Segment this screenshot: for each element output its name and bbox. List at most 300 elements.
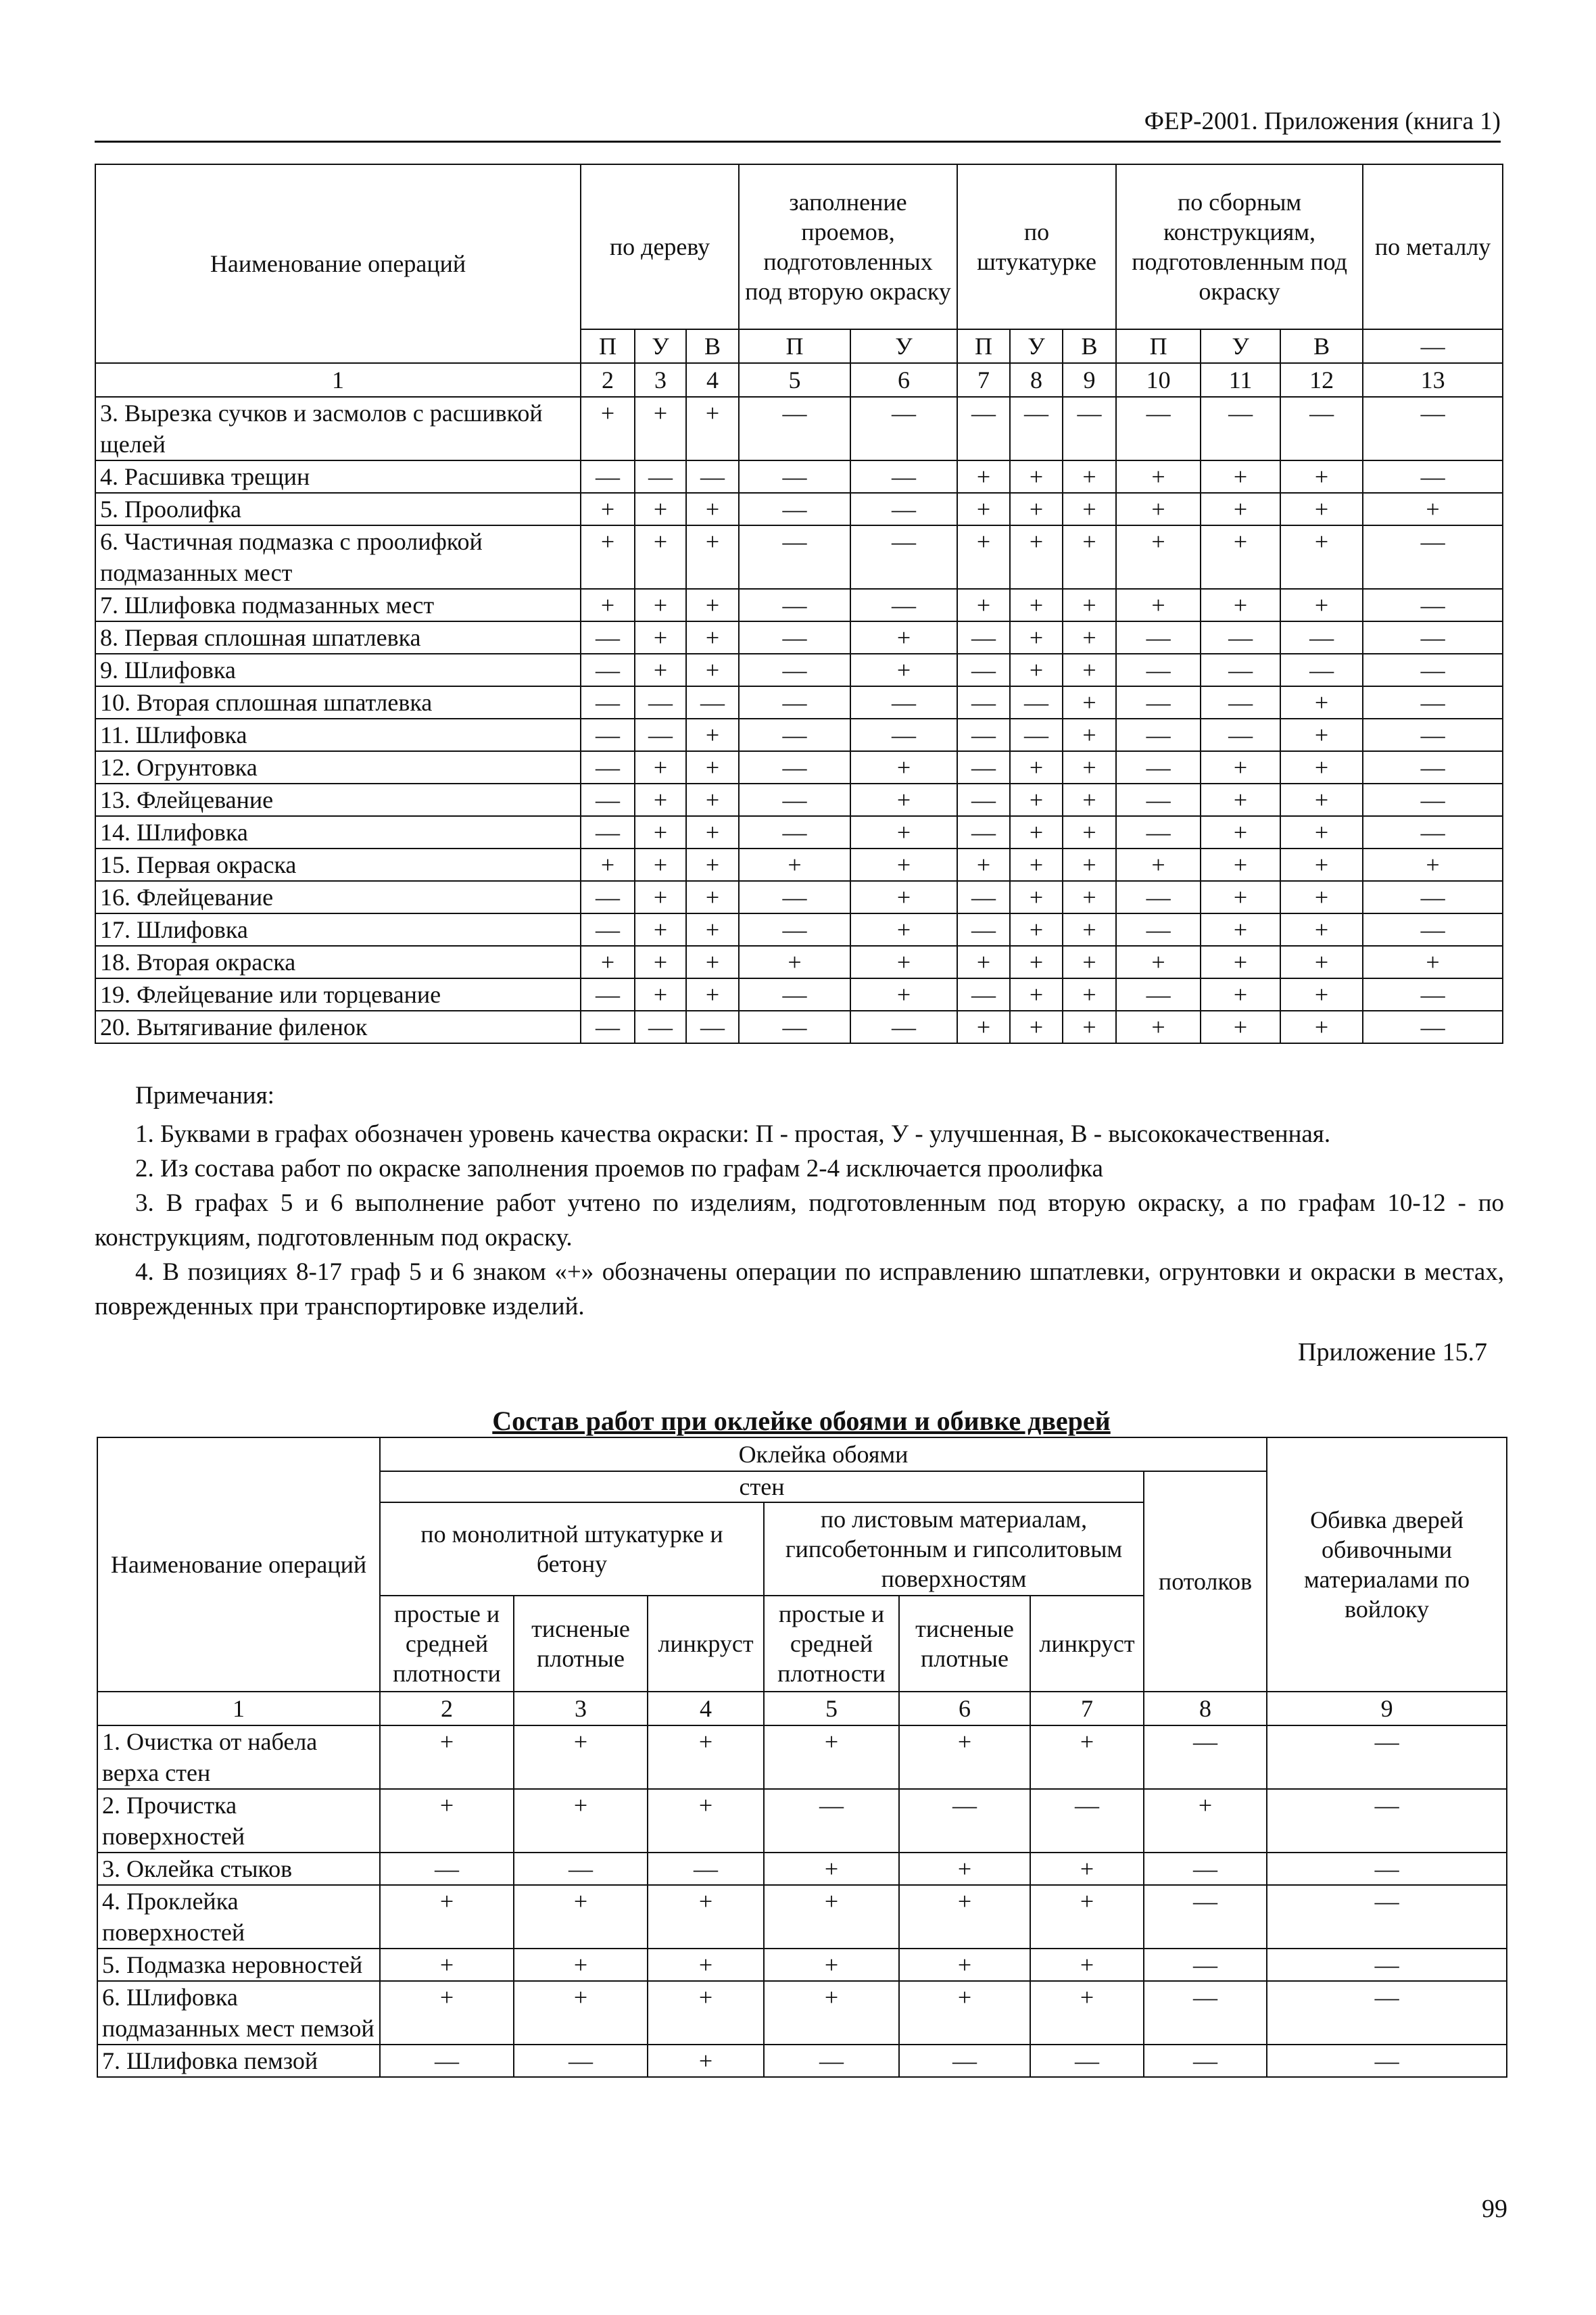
wallpaper-operations-table xyxy=(97,1437,1507,2078)
sub-header: У xyxy=(635,329,686,363)
mark-cell: + xyxy=(1063,493,1116,525)
mark-cell: + xyxy=(1201,816,1280,849)
sub-header: П xyxy=(957,329,1010,363)
table-row xyxy=(95,913,1503,946)
column-number: 9 xyxy=(1063,363,1116,397)
table-row xyxy=(95,816,1503,849)
mark-cell: + xyxy=(635,784,686,816)
operation-name: 7. Шлифовка пемзой xyxy=(97,2045,380,2077)
mark-cell: — xyxy=(635,719,686,751)
mark-cell: + xyxy=(1280,816,1363,849)
operation-name: 4. Проклейка поверхностей xyxy=(97,1885,380,1949)
mark-cell: + xyxy=(1010,493,1063,525)
mark-cell: + xyxy=(514,1949,648,1981)
mark-cell: + xyxy=(1280,719,1363,751)
t2-col-header-operations: Наименование операций xyxy=(97,1437,380,1692)
mark-cell: + xyxy=(1010,751,1063,784)
mark-cell: + xyxy=(899,1949,1030,1981)
mark-cell: + xyxy=(648,1789,764,1853)
mark-cell: + xyxy=(850,784,957,816)
mark-cell: + xyxy=(1363,946,1503,978)
mark-cell: + xyxy=(1116,460,1201,493)
mark-cell: — xyxy=(514,2045,648,2077)
mark-cell: — xyxy=(1201,621,1280,654)
mark-cell: — xyxy=(1144,1725,1267,1789)
mark-cell: — xyxy=(957,751,1010,784)
mark-cell: + xyxy=(1010,849,1063,881)
operation-name: 18. Вторая окраска xyxy=(95,946,581,978)
mark-cell: + xyxy=(1144,1789,1267,1853)
sub-header: У xyxy=(1010,329,1063,363)
mark-cell: — xyxy=(739,1011,850,1043)
note-item: 2. Из состава работ по окраске заполнения проемов по графам 2-4 исключается проолифка xyxy=(135,1155,1103,1183)
sub-header: В xyxy=(686,329,739,363)
mark-cell: + xyxy=(957,493,1010,525)
mark-cell: + xyxy=(686,525,739,589)
mark-cell: — xyxy=(581,621,635,654)
table-row xyxy=(95,784,1503,816)
mark-cell: + xyxy=(648,1885,764,1949)
operation-name: 3. Оклейка стыков xyxy=(97,1853,380,1885)
mark-cell: + xyxy=(1030,1725,1144,1789)
column-number: 11 xyxy=(1201,363,1280,397)
mark-cell: + xyxy=(1010,816,1063,849)
mark-cell: + xyxy=(1010,654,1063,686)
table-row xyxy=(95,881,1503,913)
page-number: 99 xyxy=(1482,2195,1507,2223)
mark-cell: + xyxy=(1063,784,1116,816)
mark-cell: + xyxy=(686,719,739,751)
mark-cell: — xyxy=(1116,654,1201,686)
mark-cell: + xyxy=(1063,849,1116,881)
header-rule xyxy=(95,141,1501,143)
mark-cell: — xyxy=(850,719,957,751)
mark-cell: + xyxy=(581,397,635,460)
column-number: 1 xyxy=(97,1692,380,1725)
operation-name: 15. Первая окраска xyxy=(95,849,581,881)
mark-cell: — xyxy=(739,913,850,946)
mark-cell: — xyxy=(1267,1853,1507,1885)
operation-name: 14. Шлифовка xyxy=(95,816,581,849)
sub-header: В xyxy=(1280,329,1363,363)
mark-cell: + xyxy=(1063,946,1116,978)
mark-cell: — xyxy=(1363,913,1503,946)
mark-cell: — xyxy=(1010,397,1063,460)
mark-cell: + xyxy=(899,1853,1030,1885)
operation-name: 5. Проолифка xyxy=(95,493,581,525)
mark-cell: — xyxy=(957,816,1010,849)
column-number: 7 xyxy=(1030,1692,1144,1725)
mark-cell: — xyxy=(635,460,686,493)
mark-cell: — xyxy=(850,460,957,493)
mark-cell: — xyxy=(1363,525,1503,589)
mark-cell: + xyxy=(1030,1949,1144,1981)
mark-cell: — xyxy=(1267,1949,1507,1981)
mark-cell: — xyxy=(1116,751,1201,784)
mark-cell: — xyxy=(739,397,850,460)
mark-cell: + xyxy=(1030,1981,1144,2045)
mark-cell: + xyxy=(850,881,957,913)
mark-cell: + xyxy=(635,751,686,784)
mark-cell: + xyxy=(1201,946,1280,978)
mark-cell: — xyxy=(581,686,635,719)
mark-cell: + xyxy=(1010,589,1063,621)
t2-header-ceilings: потолков xyxy=(1144,1471,1267,1692)
mark-cell: + xyxy=(957,589,1010,621)
mark-cell: + xyxy=(686,816,739,849)
mark-cell: + xyxy=(1116,493,1201,525)
column-number: 5 xyxy=(739,363,850,397)
column-number: 12 xyxy=(1280,363,1363,397)
mark-cell: — xyxy=(1201,654,1280,686)
mark-cell: + xyxy=(1280,525,1363,589)
column-number: 1 xyxy=(95,363,581,397)
group-header-wood: по дереву xyxy=(581,164,739,329)
mark-cell: + xyxy=(686,621,739,654)
column-number: 8 xyxy=(1144,1692,1267,1725)
t2-header-monolith: по монолитной штукатурке и бетону xyxy=(380,1502,764,1596)
mark-cell: — xyxy=(1144,1949,1267,1981)
mark-cell: — xyxy=(739,784,850,816)
mark-cell: + xyxy=(648,2045,764,2077)
mark-cell: — xyxy=(739,589,850,621)
operation-name: 7. Шлифовка подмазанных мест xyxy=(95,589,581,621)
mark-cell: + xyxy=(899,1725,1030,1789)
mark-cell: — xyxy=(764,1789,899,1853)
mark-cell: + xyxy=(1116,1011,1201,1043)
table-row xyxy=(95,978,1503,1011)
mark-cell: — xyxy=(1363,397,1503,460)
mark-cell: + xyxy=(686,849,739,881)
mark-cell: + xyxy=(1201,913,1280,946)
mark-cell: + xyxy=(1063,654,1116,686)
mark-cell: + xyxy=(1063,978,1116,1011)
mark-cell: — xyxy=(1363,1011,1503,1043)
sub-header: — xyxy=(1363,329,1503,363)
mark-cell: — xyxy=(1144,1853,1267,1885)
sub-header: линкруст xyxy=(1030,1596,1144,1692)
mark-cell: — xyxy=(1363,654,1503,686)
operation-name: 20. Вытягивание филенок xyxy=(95,1011,581,1043)
mark-cell: — xyxy=(380,1853,514,1885)
sub-header: П xyxy=(739,329,850,363)
mark-cell: + xyxy=(1116,946,1201,978)
mark-cell: — xyxy=(1201,397,1280,460)
mark-cell: — xyxy=(514,1853,648,1885)
note-item: 4. В позициях 8-17 граф 5 и 6 знаком «+» обозначены операции по исправлению шпатлевки, огрунтовки и окраски в местах, поврежденных при транспортировке изделий. xyxy=(95,1258,1504,1320)
mark-cell: — xyxy=(1116,621,1201,654)
mark-cell: — xyxy=(1267,1885,1507,1949)
mark-cell: + xyxy=(957,946,1010,978)
operation-name: 11. Шлифовка xyxy=(95,719,581,751)
mark-cell: + xyxy=(1280,913,1363,946)
mark-cell: — xyxy=(957,719,1010,751)
mark-cell: + xyxy=(635,525,686,589)
mark-cell: + xyxy=(1010,978,1063,1011)
mark-cell: — xyxy=(1010,719,1063,751)
mark-cell: + xyxy=(648,1725,764,1789)
operation-name: 5. Подмазка неровностей xyxy=(97,1949,380,1981)
operation-name: 16. Флейцевание xyxy=(95,881,581,913)
mark-cell: + xyxy=(1201,589,1280,621)
mark-cell: + xyxy=(1063,913,1116,946)
mark-cell: + xyxy=(514,1885,648,1949)
mark-cell: + xyxy=(1030,1853,1144,1885)
table-row xyxy=(97,1725,1507,1789)
column-number: 8 xyxy=(1010,363,1063,397)
mark-cell: + xyxy=(1280,849,1363,881)
mark-cell: + xyxy=(1280,1011,1363,1043)
mark-cell: — xyxy=(1363,719,1503,751)
table-row xyxy=(95,493,1503,525)
table-row xyxy=(95,751,1503,784)
mark-cell: — xyxy=(899,2045,1030,2077)
operation-name: 8. Первая сплошная шпатлевка xyxy=(95,621,581,654)
mark-cell: — xyxy=(581,751,635,784)
mark-cell: + xyxy=(581,525,635,589)
mark-cell: — xyxy=(1267,1789,1507,1853)
sub-header: тисненые плотные xyxy=(899,1596,1030,1692)
mark-cell: + xyxy=(1201,978,1280,1011)
mark-cell: + xyxy=(764,1853,899,1885)
operation-name: 13. Флейцевание xyxy=(95,784,581,816)
table-row xyxy=(95,525,1503,589)
mark-cell: — xyxy=(1280,621,1363,654)
mark-cell: + xyxy=(380,1949,514,1981)
appendix-label: Приложение 15.7 xyxy=(1298,1338,1487,1366)
mark-cell: — xyxy=(1363,460,1503,493)
mark-cell: + xyxy=(1063,719,1116,751)
mark-cell: + xyxy=(686,784,739,816)
mark-cell: + xyxy=(686,913,739,946)
column-number: 4 xyxy=(648,1692,764,1725)
column-number: 6 xyxy=(850,363,957,397)
mark-cell: + xyxy=(850,751,957,784)
mark-cell: — xyxy=(1116,881,1201,913)
mark-cell: + xyxy=(380,1789,514,1853)
mark-cell: + xyxy=(1201,460,1280,493)
mark-cell: + xyxy=(1201,881,1280,913)
mark-cell: + xyxy=(1280,946,1363,978)
mark-cell: + xyxy=(899,1981,1030,2045)
mark-cell: — xyxy=(850,1011,957,1043)
mark-cell: — xyxy=(739,751,850,784)
column-number: 2 xyxy=(380,1692,514,1725)
mark-cell: + xyxy=(1280,751,1363,784)
mark-cell: — xyxy=(635,1011,686,1043)
mark-cell: — xyxy=(1363,621,1503,654)
mark-cell: + xyxy=(635,946,686,978)
mark-cell: + xyxy=(850,913,957,946)
mark-cell: — xyxy=(1363,816,1503,849)
col-header-operations: Наименование операций xyxy=(95,164,581,363)
mark-cell: + xyxy=(1116,849,1201,881)
table-row xyxy=(95,1011,1503,1043)
mark-cell: — xyxy=(1063,397,1116,460)
mark-cell: + xyxy=(380,1981,514,2045)
t2-header-doors: Обивка дверей обивочными материалами по войлоку xyxy=(1267,1437,1507,1692)
mark-cell: + xyxy=(635,621,686,654)
sub-header: П xyxy=(581,329,635,363)
table2-title: Состав работ при оклейке обоями и обивке дверей xyxy=(492,1406,1111,1436)
column-number: 5 xyxy=(764,1692,899,1725)
note-item: 1. Буквами в графах обозначен уровень качества окраски: П - простая, У - улучшенная, В - высококачественная. xyxy=(135,1120,1331,1148)
mark-cell: — xyxy=(957,913,1010,946)
mark-cell: — xyxy=(1363,589,1503,621)
mark-cell: + xyxy=(1010,913,1063,946)
table-row xyxy=(97,1981,1507,2045)
mark-cell: — xyxy=(1116,784,1201,816)
group-header-openings: заполнение проемов, подготовленных под вторую окраску xyxy=(739,164,957,329)
mark-cell: + xyxy=(686,978,739,1011)
mark-cell: + xyxy=(686,946,739,978)
mark-cell: — xyxy=(1116,397,1201,460)
mark-cell: — xyxy=(635,686,686,719)
mark-cell: — xyxy=(899,1789,1030,1853)
mark-cell: + xyxy=(686,589,739,621)
sub-header: П xyxy=(1116,329,1201,363)
mark-cell: — xyxy=(739,525,850,589)
mark-cell: — xyxy=(686,1011,739,1043)
mark-cell: + xyxy=(1063,460,1116,493)
operation-name: 6. Шлифовка подмазанных мест пемзой xyxy=(97,1981,380,2045)
mark-cell: + xyxy=(1201,525,1280,589)
mark-cell: + xyxy=(686,751,739,784)
mark-cell: + xyxy=(1116,589,1201,621)
mark-cell: — xyxy=(739,493,850,525)
column-number: 7 xyxy=(957,363,1010,397)
table-row xyxy=(95,686,1503,719)
mark-cell: + xyxy=(1030,1885,1144,1949)
mark-cell: — xyxy=(1363,978,1503,1011)
mark-cell: — xyxy=(1116,816,1201,849)
t2-header-walls: стен xyxy=(380,1471,1144,1502)
mark-cell: — xyxy=(1116,686,1201,719)
mark-cell: — xyxy=(850,397,957,460)
mark-cell: — xyxy=(739,719,850,751)
mark-cell: + xyxy=(635,493,686,525)
operation-name: 10. Вторая сплошная шпатлевка xyxy=(95,686,581,719)
sub-header: У xyxy=(1201,329,1280,363)
mark-cell: + xyxy=(764,1725,899,1789)
mark-cell: — xyxy=(1010,686,1063,719)
mark-cell: + xyxy=(635,654,686,686)
mark-cell: + xyxy=(1063,881,1116,913)
mark-cell: + xyxy=(1363,849,1503,881)
mark-cell: — xyxy=(581,816,635,849)
group-header-prefab: по сборным конструкциям, подготовленным под окраску xyxy=(1116,164,1363,329)
mark-cell: + xyxy=(957,525,1010,589)
sub-header: В xyxy=(1063,329,1116,363)
mark-cell: + xyxy=(764,1885,899,1949)
mark-cell: — xyxy=(739,816,850,849)
mark-cell: + xyxy=(957,849,1010,881)
mark-cell: + xyxy=(1063,816,1116,849)
mark-cell: + xyxy=(686,397,739,460)
mark-cell: — xyxy=(1030,2045,1144,2077)
mark-cell: + xyxy=(514,1981,648,2045)
mark-cell: + xyxy=(1063,621,1116,654)
mark-cell: + xyxy=(1280,978,1363,1011)
mark-cell: — xyxy=(739,654,850,686)
column-number: 9 xyxy=(1267,1692,1507,1725)
table-row xyxy=(95,946,1503,978)
mark-cell: + xyxy=(635,849,686,881)
mark-cell: — xyxy=(764,2045,899,2077)
table-row xyxy=(97,1853,1507,1885)
column-number: 6 xyxy=(899,1692,1030,1725)
mark-cell: + xyxy=(581,589,635,621)
mark-cell: + xyxy=(1010,946,1063,978)
mark-cell: + xyxy=(1280,881,1363,913)
mark-cell: — xyxy=(581,1011,635,1043)
mark-cell: — xyxy=(1363,881,1503,913)
mark-cell: + xyxy=(1280,493,1363,525)
operation-name: 4. Расшивка трещин xyxy=(95,460,581,493)
mark-cell: — xyxy=(739,460,850,493)
mark-cell: + xyxy=(635,913,686,946)
mark-cell: + xyxy=(957,460,1010,493)
mark-cell: + xyxy=(899,1885,1030,1949)
mark-cell: + xyxy=(1063,751,1116,784)
mark-cell: — xyxy=(1267,1981,1507,2045)
mark-cell: — xyxy=(686,460,739,493)
mark-cell: + xyxy=(764,1949,899,1981)
mark-cell: + xyxy=(1201,1011,1280,1043)
column-number: 2 xyxy=(581,363,635,397)
mark-cell: — xyxy=(850,525,957,589)
mark-cell: + xyxy=(1116,525,1201,589)
operation-name: 3. Вырезка сучков и засмолов с расшивкой щелей xyxy=(95,397,581,460)
operation-name: 1. Очистка от набела верха стен xyxy=(97,1725,380,1789)
mark-cell: — xyxy=(739,621,850,654)
mark-cell: — xyxy=(957,686,1010,719)
column-number: 3 xyxy=(514,1692,648,1725)
group-header-metal: по металлу xyxy=(1363,164,1503,329)
operation-name: 6. Частичная подмазка с проолифкой подмазанных мест xyxy=(95,525,581,589)
column-number: 10 xyxy=(1116,363,1201,397)
mark-cell: — xyxy=(1116,719,1201,751)
running-header: ФЕР-2001. Приложения (книга 1) xyxy=(1144,108,1501,135)
mark-cell: — xyxy=(1144,1981,1267,2045)
mark-cell: + xyxy=(1201,849,1280,881)
table-row xyxy=(95,849,1503,881)
table-row xyxy=(97,1949,1507,1981)
table-row xyxy=(95,621,1503,654)
mark-cell: + xyxy=(957,1011,1010,1043)
mark-cell: + xyxy=(1010,784,1063,816)
mark-cell: + xyxy=(635,816,686,849)
mark-cell: — xyxy=(1201,686,1280,719)
t2-header-sheet: по листовым материалам, гипсобетонным и гипсолитовым поверхностям xyxy=(764,1502,1144,1596)
mark-cell: + xyxy=(1280,589,1363,621)
sub-header: У xyxy=(850,329,957,363)
mark-cell: + xyxy=(635,881,686,913)
mark-cell: — xyxy=(957,397,1010,460)
mark-cell: + xyxy=(1280,460,1363,493)
table-row xyxy=(97,1789,1507,1853)
mark-cell: + xyxy=(1280,686,1363,719)
mark-cell: — xyxy=(686,686,739,719)
table-row xyxy=(97,2045,1507,2077)
mark-cell: — xyxy=(1144,2045,1267,2077)
mark-cell: — xyxy=(581,719,635,751)
mark-cell: — xyxy=(850,686,957,719)
operation-name: 2. Прочистка поверхностей xyxy=(97,1789,380,1853)
mark-cell: + xyxy=(635,397,686,460)
group-header-plaster: по штукатурке xyxy=(957,164,1116,329)
mark-cell: + xyxy=(850,816,957,849)
